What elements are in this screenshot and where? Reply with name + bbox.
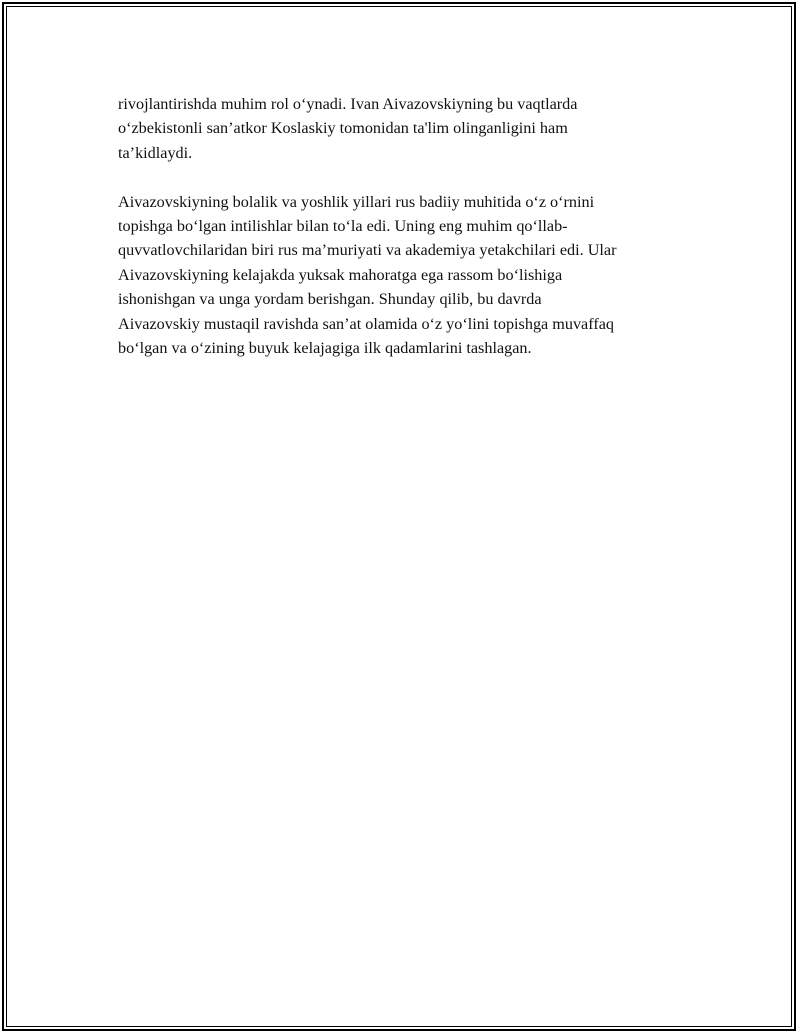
paragraph-line: o‘zbekistonli san’atkor Koslaskiy tomonidan ta'lim olinganligini ham — [118, 119, 568, 138]
paragraph-line: bo‘lgan va o‘zining buyuk kelajagiga ilk qadamlarini tashlagan. — [118, 339, 532, 358]
paragraph-line: ta’kidlaydi. — [118, 143, 193, 162]
paragraph-line: topishga bo‘lgan intilishlar bilan to‘la edi. Uning eng muhim qo‘llab- — [118, 217, 568, 236]
paragraph-line: rivojlantirishda muhim rol o‘ynadi. Ivan Aivazovskiyning bu vaqtlarda — [118, 95, 578, 113]
paragraph-line: Aivazovskiy mustaqil ravishda san’at olamida o‘z yo‘lini topishga muvaffaq — [118, 314, 615, 333]
paragraph-line: Aivazovskiyning kelajakda yuksak mahoratga ega rassom bo‘lishiga — [118, 265, 563, 284]
paragraph-2 — [118, 190, 698, 361]
paragraph-spacer — [118, 165, 698, 189]
paragraph-line: ishonishgan va unga yordam berishgan. Shunday qilib, bu davrda — [118, 290, 542, 309]
document-body — [118, 92, 698, 360]
paragraph-1 — [118, 92, 698, 165]
paragraph-line: quvvatlovchilaridan biri rus ma’muriyati va akademiya yetakchilari edi. Ular — [118, 241, 617, 260]
paragraph-line: Aivazovskiyning bolalik va yoshlik yillari rus badiiy muhitida o‘z o‘rnini — [118, 192, 595, 211]
